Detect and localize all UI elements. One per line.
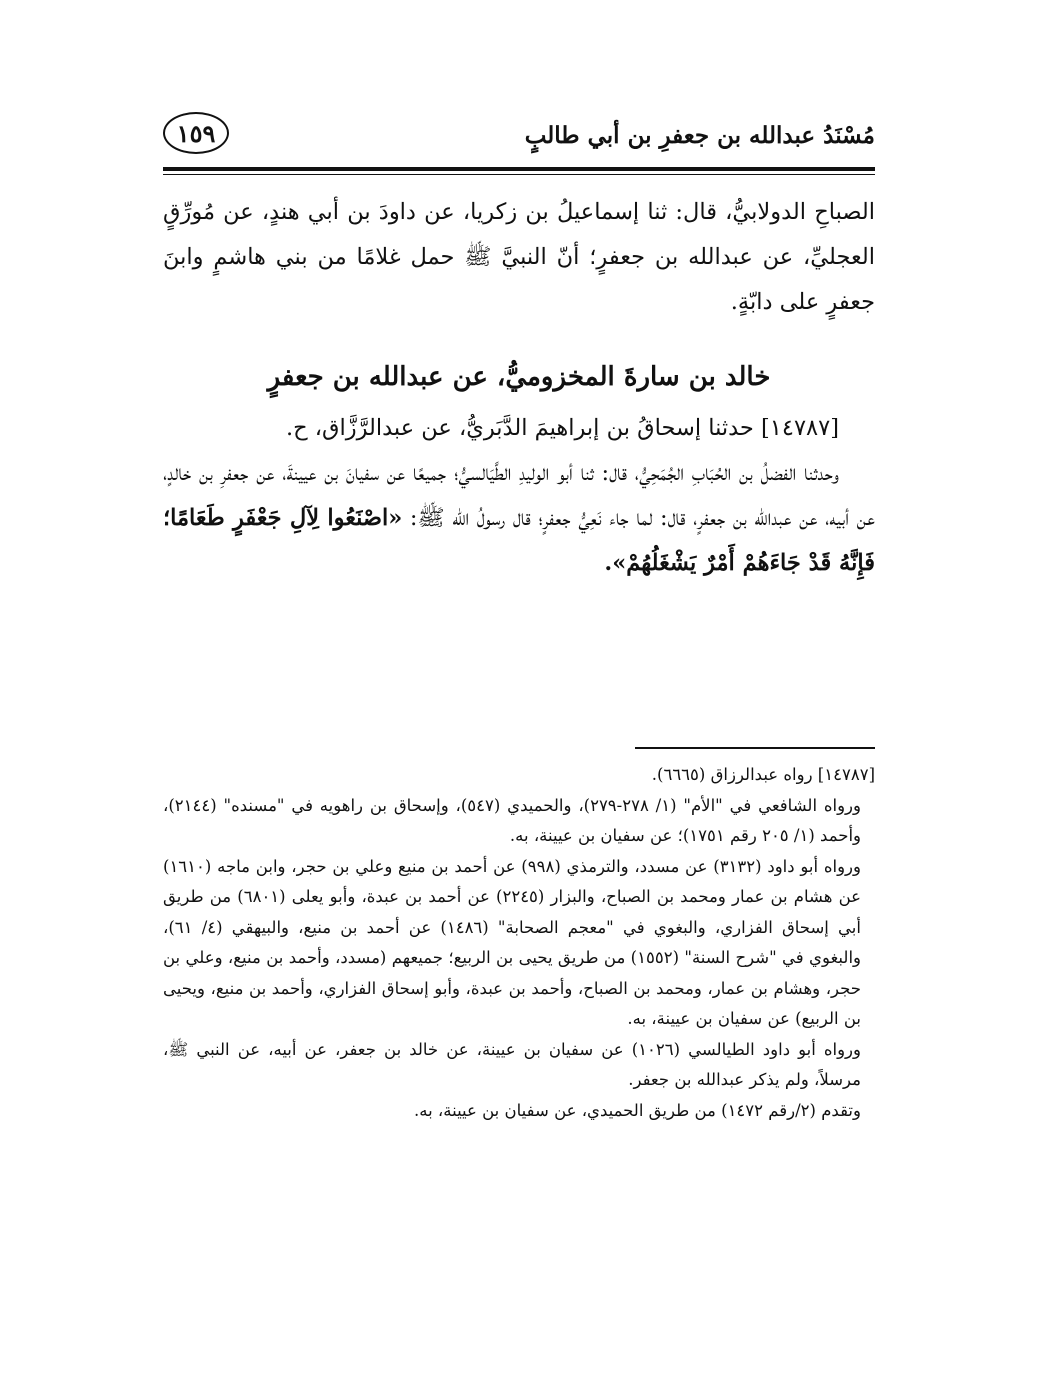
main-text — [163, 190, 875, 586]
footnote-2: ورواه الشافعي في "الأم" (١/ ٢٧٨-٢٧٩)، والحميدي (٥٤٧)، وإسحاق بن راهويه في "مسنده" (٢١٤٤)، وأحمد (١/ ٢٠٥ رقم ١٧٥١)؛ عن سفيان بن عيينة، به. — [163, 795, 861, 845]
paragraph-continuation: الصباحِ الدولابيُّ، قال: ثنا إسماعيلُ بن زكريا، عن داودَ بن أبي هندٍ، عن مُورِّقٍ العجليِّ، عن عبدالله بن جعفرٍ؛ أنّ النبيَّ ﷺ حمل غلامًا من بني هاشمٍ وابنَ جعفرٍ على دابّةٍ. — [163, 199, 875, 315]
footnote-1: [١٤٧٨٧] رواه عبدالرزاق (٦٦٦٥). — [651, 765, 875, 784]
footnote-5: وتقدم (٢/رقم ١٤٧٢) من طريق الحميدي، عن سفيان بن عيينة، به. — [414, 1100, 861, 1120]
footnote-separator — [635, 747, 875, 749]
hadith-isnad-2 — [163, 451, 875, 586]
hadith-matn: «اصْنَعُوا لِآلِ جَعْفَرٍ طَعَامًا؛ فَإِنَّهُ قَدْ جَاءَهُمْ أَمْرٌ يَشْغَلُهُمْ». — [163, 505, 875, 576]
section-heading: خالد بن سارةَ المخزوميُّ، عن عبدالله بن جعفرٍ — [267, 362, 771, 392]
hadith-isnad-1: [١٤٧٨٧] حدثنا إسحاقُ بن إبراهيمَ الدَّبَريُّ، عن عبدالرَّزَّاق، ح. — [285, 415, 839, 441]
page-header — [163, 108, 875, 164]
footnote-3: ورواه أبو داود (٣١٣٢) عن مسدد، والترمذي (٩٩٨) عن أحمد بن منيع وعلي بن حجر، وابن ماجه (١٦١٠) عن هشام بن عمار ومحمد بن الصباح، والبزار (٢٢٤٥) عن أحمد بن عبدة، وأبو يعلى (٦٨٠١) من طريق أبي إسحاق الفزاري، والبغوي في "معجم الصحابة" (١٤٨٦) عن أحمد بن منيع، والبيهقي (٤/ ٦١)، والبغوي في "شرح السنة" (١٥٥٢) من طريق يحيى بن الربيع؛ جميعهم (مسدد، وأحمد بن منيع، وعلي بن حجر، وهشام بن عمار، ومحمد بن الصباح، وأحمد بن عبدة، وأبو إسحاق الفزاري، وأحمد بن منيع، ويحيى بن الربيع) عن سفيان بن عيينة، به. — [163, 856, 862, 1028]
hadith-isnad-text: وحدثنا الفضلُ بن الحُبَابِ الجُمَحِيُّ، قال: ثنا أبو الوليدِ الطَّيَالسيُّ؛ جميعًا عن سفيانَ بن عيينةَ، عن جعفرِ بن خالدٍ، عن أبيه، عن عبدالله بن جعفرٍ، قال: لما جاء نَعِيُّ جعفرٍ؛ قال رسولُ الله ﷺ: — [163, 460, 876, 531]
page-number: ١٥٩ — [163, 112, 229, 154]
footnote-4: ورواه أبو داود الطيالسي (١٠٢٦) عن سفيان بن عيينة، عن خالد بن جعفر، عن أبيه، عن النبي ﷺ، مرسلاً، ولم يذكر عبدالله بن جعفر. — [163, 1039, 861, 1089]
footnotes — [163, 760, 875, 1126]
header-rule-thick — [163, 167, 875, 171]
header-rule-thin — [163, 174, 875, 175]
running-title: مُسْنَدُ عبدالله بن جعفرِ بن أبي طالبٍ — [524, 122, 875, 149]
